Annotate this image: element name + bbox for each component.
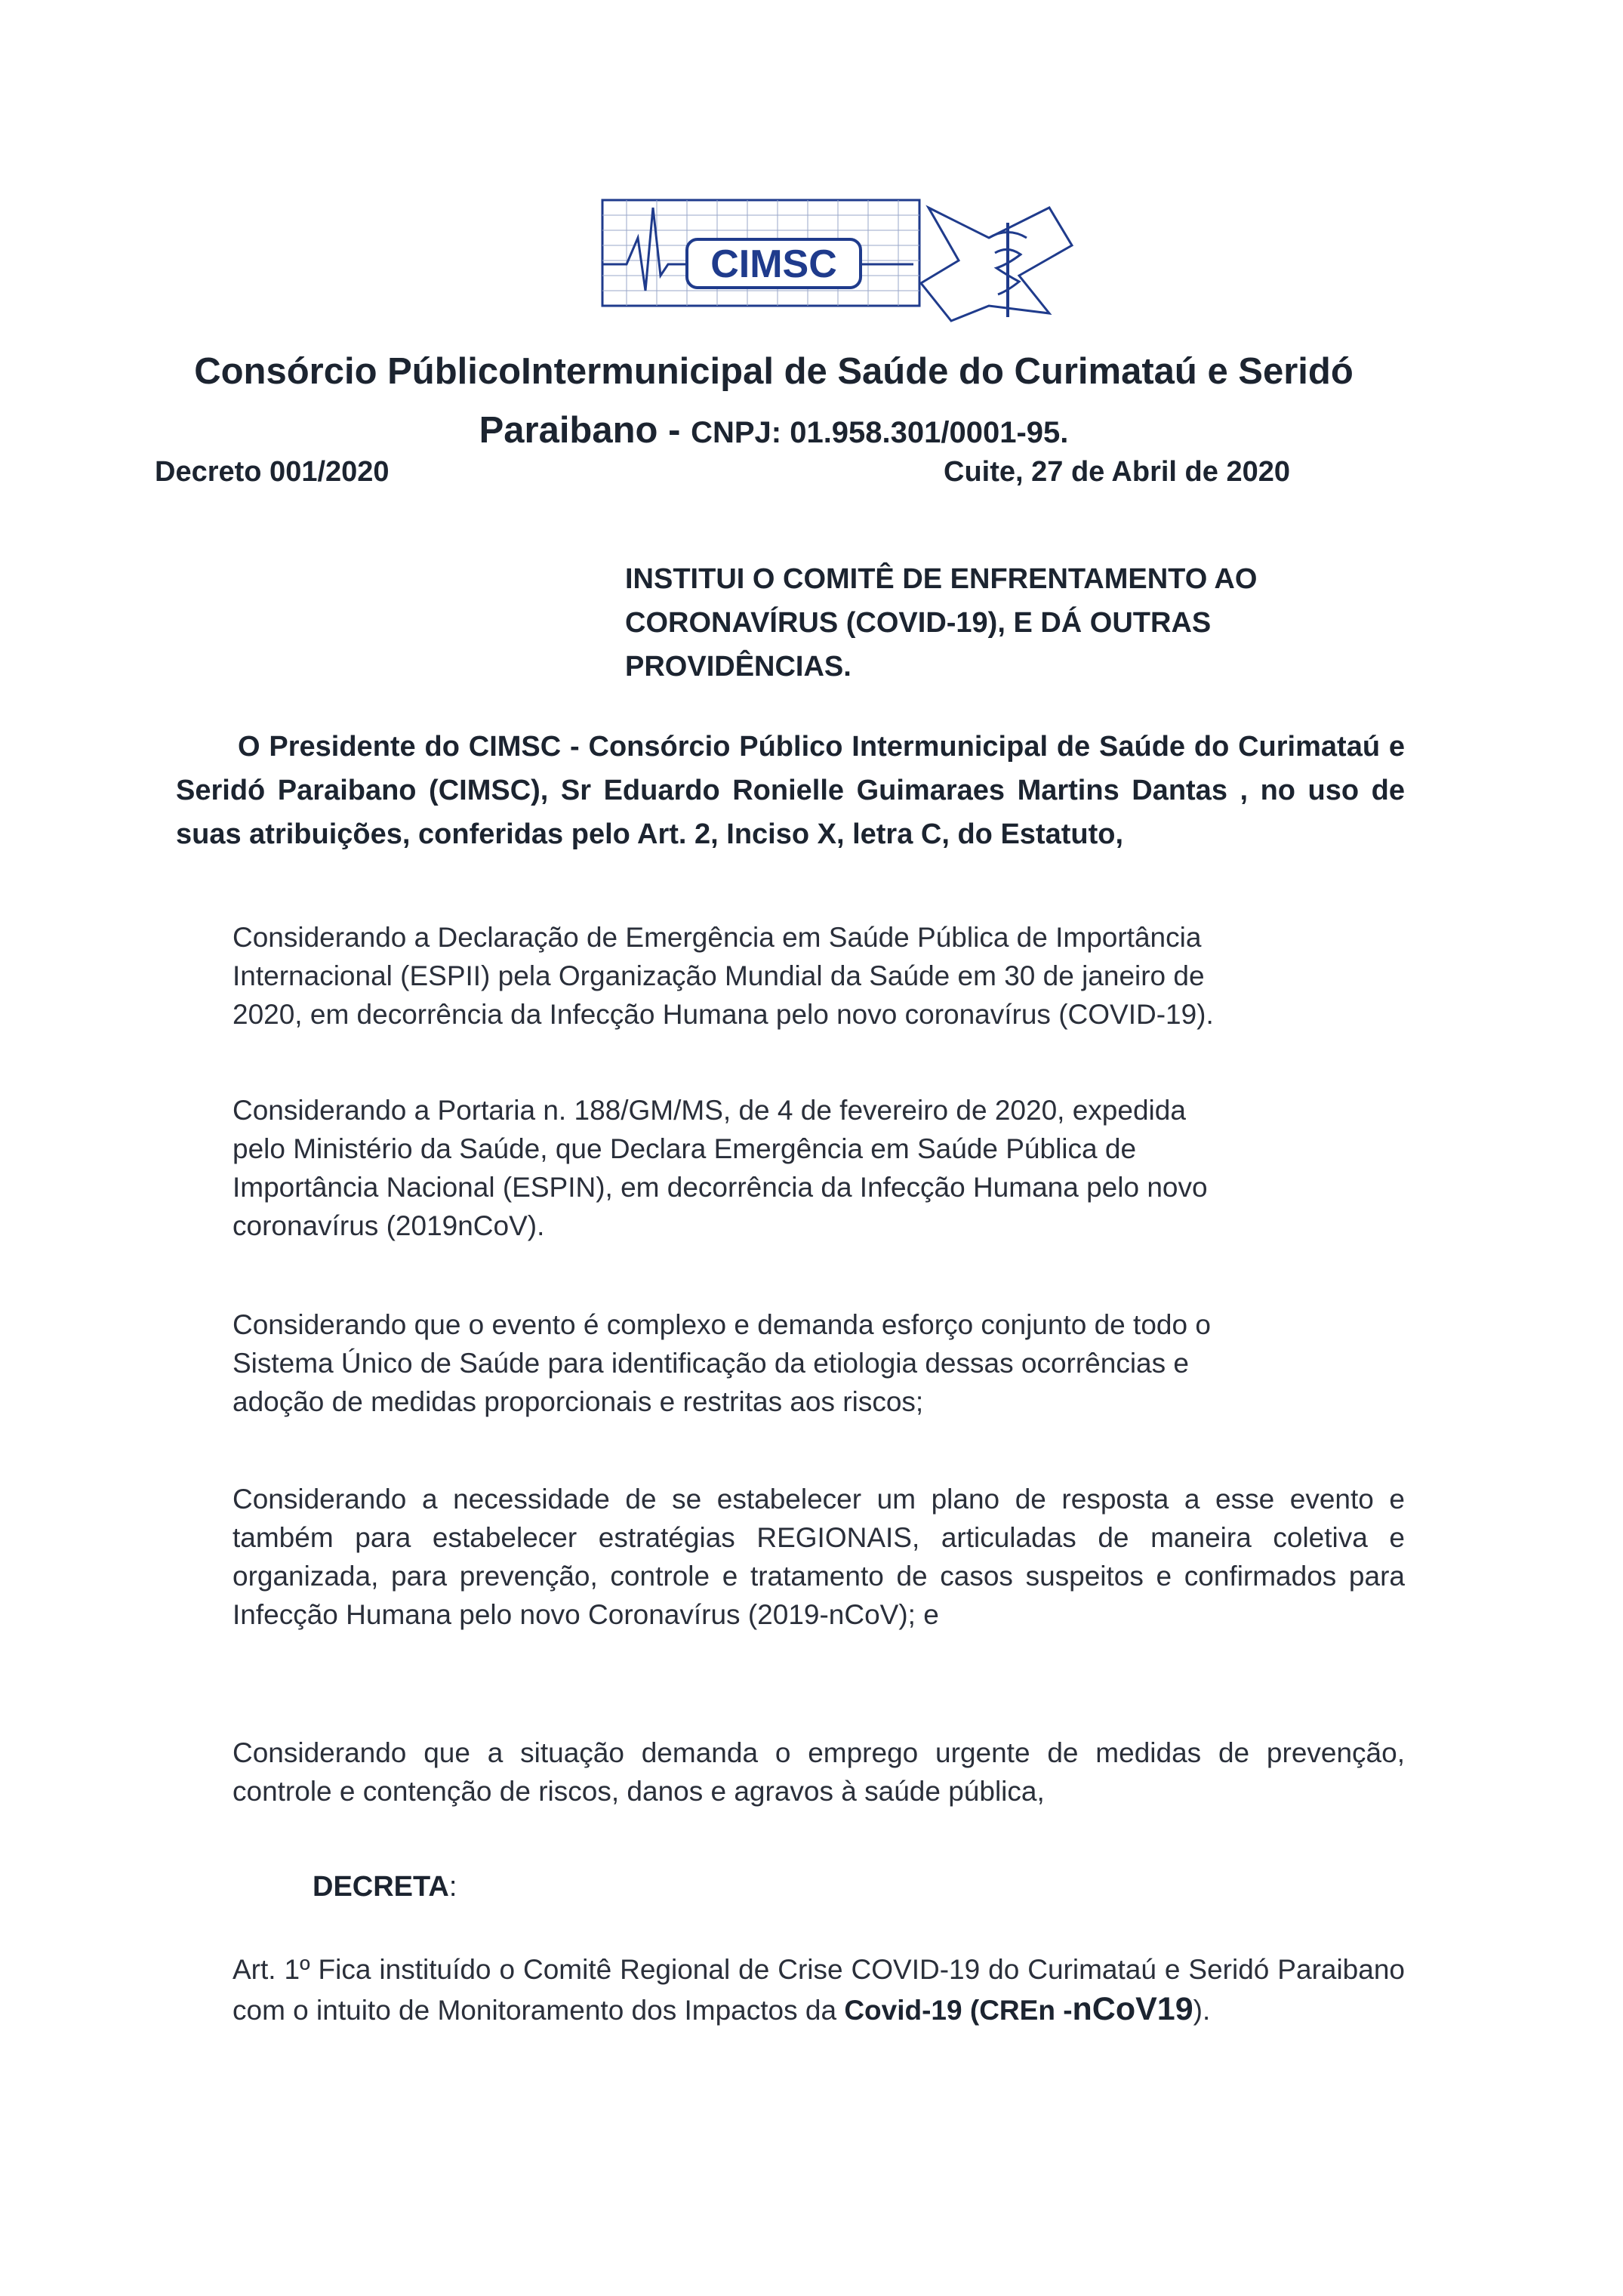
- paragraph-line: pelo Ministério da Saúde, que Declara Emergência em Saúde Pública de: [233, 1133, 1137, 1164]
- considerando-paragraph-1: [233, 918, 1405, 1034]
- decree-number: Decreto 001/2020: [155, 456, 390, 488]
- considerando-paragraph-5: Considerando que a situação demanda o emprego urgente de medidas de prevenção, controle e contenção de riscos, danos e agravos à saúde pública,: [233, 1737, 1405, 1807]
- article-1-covid: Covid-19: [844, 1995, 962, 2026]
- cnpj-number: CNPJ: 01.958.301/0001-95.: [691, 416, 1069, 449]
- article-1-end: ).: [1193, 1995, 1211, 2026]
- ementa-line: PROVIDÊNCIAS.: [625, 651, 852, 683]
- paragraph-line: adoção de medidas proporcionais e restritas aos riscos;: [233, 1386, 924, 1417]
- decree-ementa: [625, 557, 1403, 689]
- decreta-word: DECRETA: [313, 1871, 449, 1903]
- decreta-colon: :: [448, 1871, 457, 1903]
- considerando-paragraph-3: [233, 1305, 1405, 1421]
- article-1-cren: (CREn -: [969, 1995, 1073, 2026]
- consortium-title-line1: Consórcio PúblicoIntermunicipal de Saúde do Curimataú e Seridó: [194, 351, 1354, 392]
- title-paraibano: Paraibano: [479, 410, 658, 451]
- article-1-text: Art. 1º Fica instituído o Comitê Regional de Crise COVID-19 do Curimataú e Seridó Paraibano com o intuito de Monitoramento dos Impactos da: [233, 1954, 1405, 2026]
- decree-preamble: O Presidente do CIMSC - Consórcio Público Intermunicipal de Saúde do Curimataú e Seridó Paraibano (CIMSC), Sr Eduardo Ronielle Guimaraes Martins Dantas , no uso de suas atribuições, conferidas pelo Art. 2, Inciso X, letra C, do Estatuto,: [176, 731, 1405, 850]
- article-1: [233, 1950, 1405, 2030]
- consortium-title-line2: [113, 408, 1434, 455]
- paragraph-line: Considerando a Portaria n. 188/GM/MS, de 4 de fevereiro de 2020, expedida: [233, 1095, 1186, 1126]
- paragraph-line: Considerando a Declaração de Emergência em Saúde Pública de Importância: [233, 922, 1202, 953]
- title-dash: -: [668, 410, 681, 451]
- paragraph-line: coronavírus (2019nCoV).: [233, 1210, 545, 1241]
- paragraph-line: Internacional (ESPII) pela Organização Mundial da Saúde em 30 de janeiro de: [233, 960, 1205, 991]
- cimsc-logo: [596, 193, 1079, 325]
- paragraph-line: Importância Nacional (ESPIN), em decorrência da Infecção Humana pelo novo: [233, 1172, 1208, 1203]
- paragraph-line: Sistema Único de Saúde para identificação da etiologia dessas ocorrências e: [233, 1348, 1189, 1379]
- paragraph-line: Considerando que o evento é complexo e demanda esforço conjunto de todo o: [233, 1309, 1211, 1340]
- decreta-heading: [313, 1871, 457, 1903]
- paragraph-line: 2020, em decorrência da Infecção Humana pelo novo coronavírus (COVID-19).: [233, 999, 1214, 1030]
- ementa-line: INSTITUI O COMITÊ DE ENFRENTAMENTO AO: [625, 563, 1258, 595]
- ementa-line: CORONAVÍRUS (COVID-19), E DÁ OUTRAS: [625, 607, 1212, 639]
- decree-date: Cuite, 27 de Abril de 2020: [944, 456, 1290, 488]
- article-1-ncov: nCoV19: [1072, 1991, 1193, 2027]
- cimsc-logo-graphic: [596, 193, 1079, 325]
- logo-text: CIMSC: [710, 242, 837, 286]
- considerando-paragraph-4: Considerando a necessidade de se estabelecer um plano de resposta a esse evento e também para estabelecer estratégias REGIONAIS, articuladas de maneira coletiva e organizada, para prevenção, controle e tratamento de casos suspeitos e confirmados para Infecção Humana pelo novo Coronavírus (2019-nCoV); e: [233, 1484, 1405, 1630]
- considerando-paragraph-2: [233, 1091, 1405, 1245]
